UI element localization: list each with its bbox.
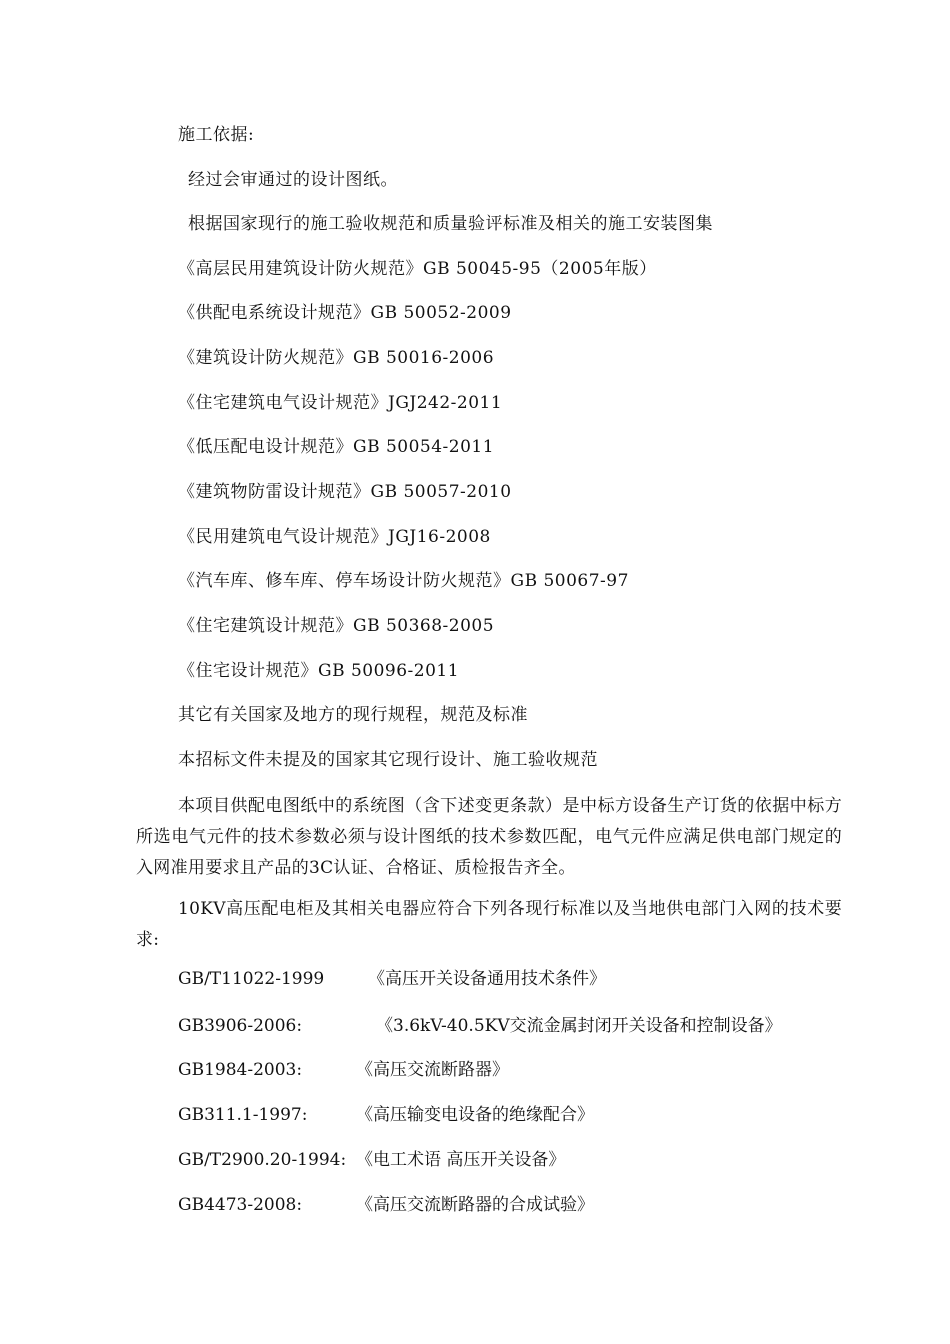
standard-item: 《住宅建筑设计规范》GB 50368-2005 xyxy=(178,616,495,636)
standard-item: 《住宅建筑电气设计规范》JGJ242-2011 xyxy=(178,393,503,413)
hv-standard-name: 《电工术语 高压开关设备》 xyxy=(356,1150,566,1170)
standard-item: 《高层民用建筑设计防火规范》GB 50045-95（2005年版） xyxy=(178,259,657,279)
hv-standard-code: GB/T2900.20-1994: xyxy=(178,1150,347,1170)
basis-line: 根据国家现行的施工验收规范和质量验评标准及相关的施工安装图集 xyxy=(188,214,713,234)
hv-standard-code: GB311.1-1997: xyxy=(178,1105,308,1125)
standard-item: 《建筑物防雷设计规范》GB 50057-2010 xyxy=(178,482,512,502)
basis-line: 经过会审通过的设计图纸。 xyxy=(188,170,398,190)
standard-item: 《汽车库、修车库、停车场设计防火规范》GB 50067-97 xyxy=(178,571,629,591)
hv-standard-name: 《高压开关设备通用技术条件》 xyxy=(368,969,606,989)
standard-item: 《供配电系统设计规范》GB 50052-2009 xyxy=(178,303,512,323)
system-diagram-paragraph: 本项目供配电图纸中的系统图（含下述变更条款）是中标方设备生产订货的依据中标方所选电气元件的技术参数必须与设计图纸的技术参数匹配，电气元件应满足供电部门规定的入网准用要求且产品的3C认证、合格证、质检报告齐全。 xyxy=(136,796,842,878)
hv-standard-name: 《高压交流断路器》 xyxy=(356,1060,509,1080)
hv-standard-name: 《3.6kV-40.5KV交流金属封闭开关设备和控制设备》 xyxy=(376,1016,782,1036)
standard-item: 《住宅设计规范》GB 50096-2011 xyxy=(178,661,460,681)
hv-requirements-paragraph: 10KV高压配电柜及其相关电器应符合下列各现行标准以及当地供电部门入网的技术要求: xyxy=(136,899,842,950)
hv-standard-code: GB3906-2006: xyxy=(178,1016,303,1036)
hv-standard-code: GB/T11022-1999 xyxy=(178,969,325,989)
hv-standard-code: GB4473-2008: xyxy=(178,1195,303,1215)
section-heading: 施工依据: xyxy=(178,125,255,145)
note-line: 其它有关国家及地方的现行规程，规范及标准 xyxy=(178,705,528,725)
hv-standard-name: 《高压交流断路器的合成试验》 xyxy=(356,1195,594,1215)
standard-item: 《建筑设计防火规范》GB 50016-2006 xyxy=(178,348,495,368)
hv-standard-code: GB1984-2003: xyxy=(178,1060,303,1080)
hv-standard-name: 《高压输变电设备的绝缘配合》 xyxy=(356,1105,594,1125)
standard-item: 《低压配电设计规范》GB 50054-2011 xyxy=(178,437,495,457)
standard-item: 《民用建筑电气设计规范》JGJ16-2008 xyxy=(178,527,491,547)
note-line: 本招标文件未提及的国家其它现行设计、施工验收规范 xyxy=(178,750,598,770)
